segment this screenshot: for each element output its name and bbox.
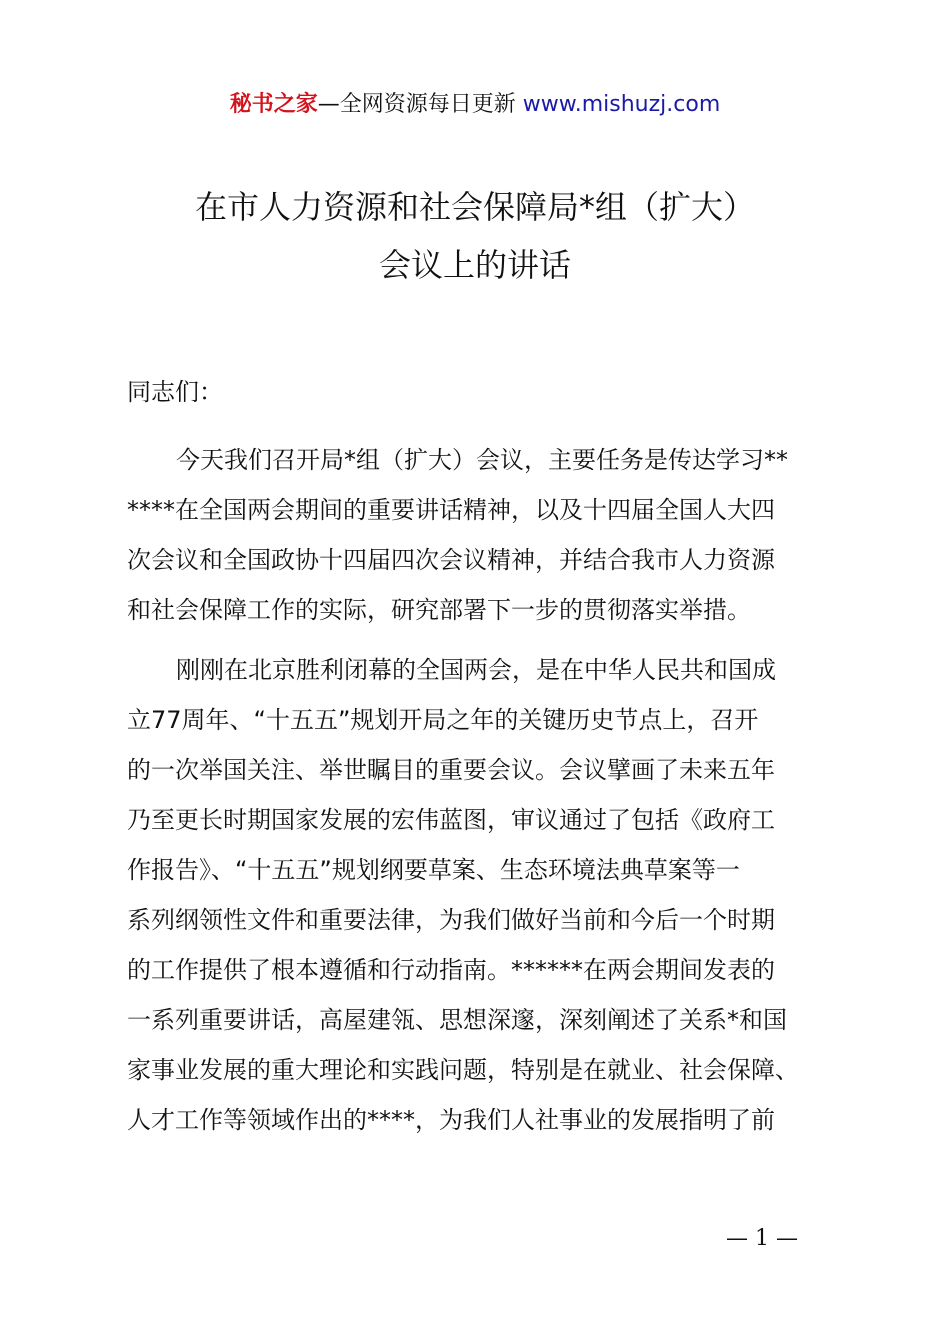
page-number: — 1 — xyxy=(726,1226,798,1251)
paragraph-2-line: 一系列重要讲话，高屋建瓴、思想深邃，深刻阐述了关系*和国 xyxy=(127,1006,787,1034)
salutation: 同志们： xyxy=(127,378,223,406)
paragraph-2-line: 刚刚在北京胜利闭幕的全国两会，是在中华人民共和国成 xyxy=(176,656,776,684)
title-line-2: 会议上的讲话 xyxy=(378,246,571,284)
paragraph-2-line: 的一次举国关注、举世瞩目的重要会议。会议擘画了未来五年 xyxy=(127,756,775,784)
paragraph-2-line: 人才工作等领域作出的****，为我们人社事业的发展指明了前 xyxy=(127,1106,775,1134)
header-tagline: —全网资源每日更新 xyxy=(317,92,523,117)
title-line-1: 在市人力资源和社会保障局*组（扩大） xyxy=(194,188,755,226)
paragraph-2-line: 家事业发展的重大理论和实践问题，特别是在就业、社会保障、 xyxy=(127,1056,799,1084)
paragraph-1-line: 和社会保障工作的实际，研究部署下一步的贯彻落实举措。 xyxy=(127,596,751,624)
brand-name: 秘书之家 xyxy=(229,92,318,117)
paragraph-2-line: 系列纲领性文件和重要法律，为我们做好当前和今后一个时期 xyxy=(127,906,775,934)
paragraph-1-line: 今天我们召开局*组（扩大）会议，主要任务是传达学习** xyxy=(176,446,788,474)
document-title xyxy=(0,178,950,294)
paragraph-2-line: 乃至更长时期国家发展的宏伟蓝图，审议通过了包括《政府工 xyxy=(127,806,775,834)
paragraph-2-line: 作报告》、“十五五”规划纲要草案、生态环境法典草案等一 xyxy=(127,856,740,884)
paragraph-2-line: 立77周年、“十五五”规划开局之年的关键历史节点上，召开 xyxy=(127,706,759,734)
site-url-link[interactable]: www.mishuzj.com xyxy=(522,92,721,117)
paragraph-2-line: 的工作提供了根本遵循和行动指南。******在两会期间发表的 xyxy=(127,956,775,984)
paragraph-1-line: ****在全国两会期间的重要讲话精神，以及十四届全国人大四 xyxy=(127,496,775,524)
site-header xyxy=(0,88,950,122)
paragraph-1-line: 次会议和全国政协十四届四次会议精神，并结合我市人力资源 xyxy=(127,546,775,574)
